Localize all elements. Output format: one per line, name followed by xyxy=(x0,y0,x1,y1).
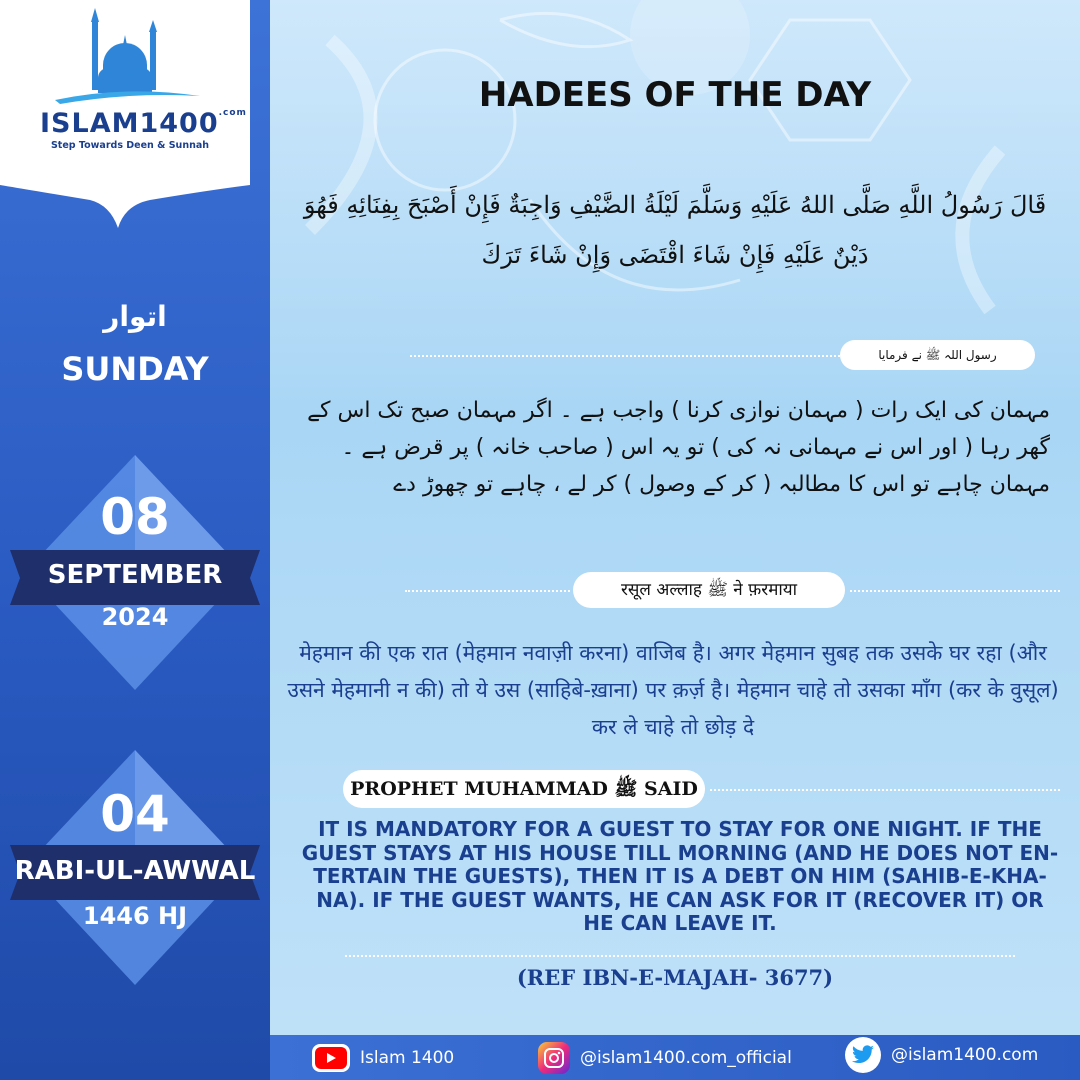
youtube-link[interactable] xyxy=(312,1043,454,1073)
footer xyxy=(270,1035,1080,1080)
english-hadith-text: IT IS MANDATORY FOR A GUEST TO STAY FOR ONE NIGHT. IF THE GUEST STAYS AT HIS HOUSE TILL MORNING (AND HE DOES NOT EN-TERTAIN THE GUESTS), THEN IT IS A DEBT ON HIM (SAHIB-E-KHA-NA). IF THE GUEST WANTS, HE CAN ASK FOR IT (RECOVER IT) OR HE CAN LEAVE IT. xyxy=(301,817,1059,935)
instagram-link[interactable] xyxy=(538,1043,792,1073)
hijri-day: 04 xyxy=(100,785,170,843)
divider xyxy=(710,789,1060,791)
brand-tagline: Step Towards Deen & Sunnah xyxy=(50,140,210,151)
hindi-label-badge: रसूल अल्लाह ﷺ ने फ़रमाया xyxy=(573,572,845,608)
hindi-hadith-text: मेहमान की एक रात (मेहमान नवाज़ी करना) वाजिब है। अगर मेहमान सुबह तक उसके घर रहा (और उसने मेहमानी न की) तो ये उस (साहिबे-ख़ाना) पर क़र्ज़ है। मेहमान चाहे तो उसका माँग (कर के वुसूल) कर ले चाहे तो छोड़ दे xyxy=(287,641,1059,739)
day-english: SUNDAY xyxy=(61,350,209,388)
instagram-handle: @islam1400.com_official xyxy=(580,1048,792,1068)
youtube-icon xyxy=(312,1044,350,1072)
hijri-month: RABI-UL-AWWAL xyxy=(14,856,256,886)
urdu-label-badge: رسول اللہ ﷺ نے فرمایا xyxy=(840,340,1035,370)
english-label-badge: PROPHET MUHAMMAD ﷺ SAID xyxy=(343,770,705,808)
twitter-handle: @islam1400.com xyxy=(891,1045,1039,1065)
youtube-handle: Islam 1400 xyxy=(360,1048,455,1068)
page-title: HADEES OF THE DAY xyxy=(478,75,872,115)
gregorian-day: 08 xyxy=(100,488,170,546)
arabic-hadith-text: قَالَ رَسُولُ اللَّهِ صَلَّى اللهُ عَلَيْهِ وَسَلَّمَ لَيْلَةُ الضَّيْفِ وَاجِبَةٌ فَإِنْ أَصْبَحَ بِفِنَائِهِ فَهُوَ دَيْنٌ عَلَيْهِ فَإِنْ شَاءَ اقْتَضَى وَإِنْ شَاءَ تَرَكَ xyxy=(303,191,1047,269)
instagram-icon xyxy=(538,1042,570,1074)
brand-name: $ISLAM1400^{.com}$ xyxy=(40,108,247,139)
day-urdu: اتوار xyxy=(103,300,167,333)
hadith-reference: (REF IBN-E-MAJAH- 3677) xyxy=(516,965,834,990)
urdu-hadith-text: مہمان کی ایک رات ( مہمان نوازی کرنا ) واجب ہے ۔ اگر مہمان صبح تک اس کے گھر رہا ( اور اس نے مہمانی نہ کی ) تو یہ اس ( صاحب خانہ ) پر قرض ہے ۔ مہمان چاہے تو اس کا مطالبہ ( کر کے وصول ) کر لے ، چاہے تو چھوڑ دے xyxy=(307,398,1050,497)
divider xyxy=(405,590,570,592)
gregorian-month: SEPTEMBER xyxy=(47,560,223,590)
sidebar xyxy=(0,0,270,1080)
gregorian-year: 2024 xyxy=(101,603,169,631)
divider xyxy=(345,955,1015,957)
twitter-link[interactable] xyxy=(845,1040,1038,1070)
lantern-decoration xyxy=(270,0,1080,330)
divider xyxy=(410,355,840,357)
hijri-year: 1446 HJ xyxy=(82,902,188,930)
twitter-icon xyxy=(845,1037,881,1073)
divider xyxy=(850,590,1060,592)
